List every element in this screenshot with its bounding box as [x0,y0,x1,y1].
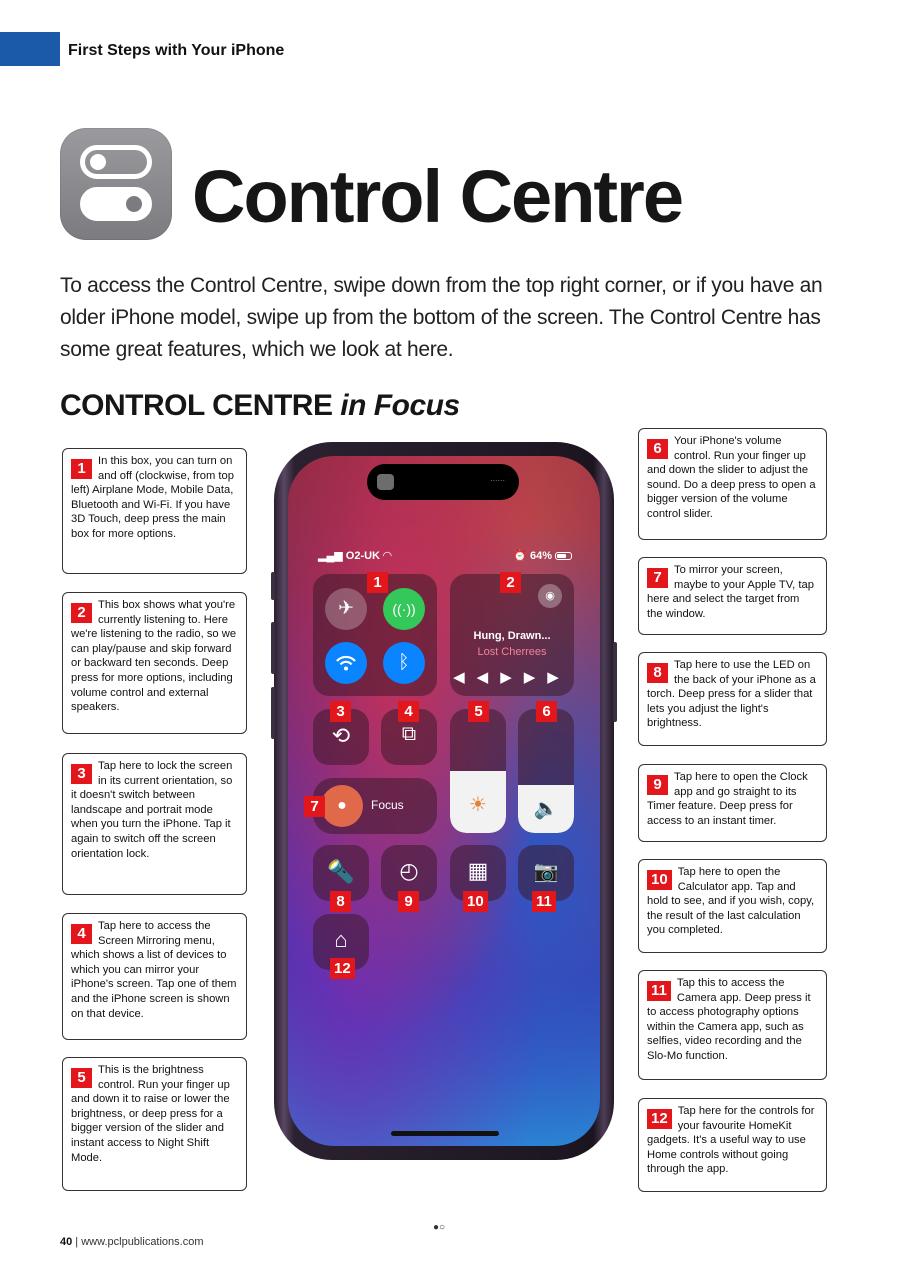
calculator-icon: ▦ [467,858,489,883]
callout-number: 3 [71,764,92,784]
running-header: First Steps with Your iPhone [68,42,285,59]
media-controls [450,668,574,686]
callout-number: 9 [647,775,668,795]
callout-text: Tap here to lock the screen in its current orientation, so it doesn't switch between landscape and portrait mode when you turn the iPhone. Tap it again to switch off the screen orientation lock. [71,760,233,860]
badge-12: 12 [330,958,355,979]
volume-slider[interactable] [518,709,574,833]
page-indicator: ●○ [433,1222,446,1233]
forward-icon[interactable]: ▶▶ [523,669,571,686]
page-title: Control Centre [192,155,682,238]
callout-8 [638,652,827,746]
callout-text: Tap here to use the LED on the back of your iPhone as a torch. Deep press for a slider that lets you adjust the light's brightness. [647,659,816,730]
control-centre-toggle-icon [60,128,172,240]
person-icon: ● [321,785,363,827]
wifi-icon[interactable] [325,642,367,684]
footer-site: www.pclpublications.com [81,1236,204,1248]
callout-text: Tap this to access the Camera app. Deep press it to access photography options within the Camera app, such as selfies, video recording and the Slo-Mo function. [647,977,811,1062]
battery-icon [555,552,572,560]
badge-4: 4 [398,701,419,722]
rewind-icon[interactable]: ◀◀ [453,669,501,686]
callout-2 [62,592,247,734]
badge-6: 6 [536,701,557,722]
island-app-icon [377,474,394,490]
callout-9 [638,764,827,842]
callout-10 [638,859,827,953]
callout-5 [62,1057,247,1191]
callout-text: This box shows what you're currently listening to. Here we're listening to the radio, so we can play/pause and skip forward or backward ten seconds. Deep press for more options, including volume control and external speakers. [71,599,237,714]
badge-11: 11 [532,891,556,912]
page-number: 40 [60,1236,73,1248]
play-icon[interactable]: ▶ [500,669,524,686]
bluetooth-icon[interactable]: ᛒ [383,642,425,684]
callout-number: 1 [71,459,92,479]
airplane-icon[interactable]: ✈ [325,588,367,630]
wifi-status-icon: ◠ [383,550,392,562]
timer-icon: ◴ [399,858,419,883]
brightness-slider[interactable] [450,709,506,833]
callout-4 [62,913,247,1040]
airplay-icon[interactable]: ◉ [538,584,562,608]
status-carrier [318,549,392,562]
intro-paragraph: To access the Control Centre, swipe down from the top right corner, or if you have an older iPhone model, swipe up from the bottom of the screen. The Control Centre has some great features, which we look at here. [60,274,823,361]
carrier-label: O2-UK [345,550,381,562]
badge-10: 10 [463,891,488,912]
callout-number: 6 [647,439,668,459]
badge-9: 9 [398,891,419,912]
media-subtitle: Lost Cherrees [477,646,547,658]
cellular-data-icon[interactable]: ((·)) [383,588,425,630]
sun-icon: ☀ [469,794,487,816]
action-button [271,572,275,600]
callout-3 [62,753,247,895]
callout-number: 8 [647,663,668,683]
callout-text: In this box, you can turn on and off (clockwise, from top left) Airplane Mode, Mobile Data, Bluetooth and Wi-Fi. If you have 3D Touch, deep press the main box for more options. [71,455,234,540]
power-button [613,642,617,722]
callout-text: Tap here for the controls for your favourite HomeKit gadgets. It's a useful way to use Home controls without going through the app. [647,1105,815,1176]
callout-number: 11 [647,981,671,1001]
callout-text: Tap here to access the Screen Mirroring menu, which shows a list of devices to which you can mirror your iPhone's screen. Tap one of them and the iPhone screen is shown on that device. [71,920,237,1020]
page-footer [60,1236,204,1248]
callout-number: 7 [647,568,668,588]
battery-percent: 64% [529,550,552,562]
badge-5: 5 [468,701,489,722]
callout-7 [638,557,827,635]
flashlight-icon: 🔦 [327,859,355,884]
signal-icon: ▂▄▆ [318,550,346,562]
section-color-tab [0,32,60,66]
island-dots: ...... [489,473,505,483]
alarm-icon: ⏰ [513,550,530,562]
badge-3: 3 [330,701,351,722]
callout-number: 12 [647,1109,672,1129]
callout-number: 10 [647,870,672,890]
footer-separator: | [72,1236,82,1248]
callout-number: 5 [71,1068,92,1088]
callout-text: Tap here to open the Calculator app. Tap and hold to see, and if you wish, copy, the result of the last calculation you completed. [647,866,815,937]
home-icon: ⌂ [334,927,348,952]
media-title: Hung, Drawn... [473,630,551,642]
section-heading-emphasis: in Focus [340,389,460,422]
iphone-mockup [274,442,614,1160]
speaker-icon: 🔈 [533,798,559,820]
callout-1 [62,448,247,574]
volume-up-button [271,622,275,674]
callout-6 [638,428,827,540]
callout-number: 4 [71,924,92,944]
focus-button[interactable] [313,778,437,834]
callout-11 [638,970,827,1080]
callout-text: To mirror your screen, maybe to your Apple TV, tap here and select the target from the window. [647,564,814,620]
volume-down-button [271,687,275,739]
badge-8: 8 [330,891,351,912]
badge-2: 2 [500,572,521,593]
control-centre-screen [288,456,600,1146]
badge-1: 1 [367,572,388,593]
callout-text: Tap here to open the Clock app and go straight to its Timer feature. Deep press for access to an instant timer. [647,771,808,827]
home-indicator[interactable] [391,1131,499,1136]
section-heading [60,389,460,423]
rotation-lock-icon: ⟲ [331,723,351,748]
status-battery [513,549,572,562]
focus-label: Focus [371,798,404,812]
screen-mirroring-icon: ⧉ [401,723,417,745]
callout-text: This is the brightness control. Run your finger up and down it to raise or lower the brightness, or deep press for a bigger version of the slider and instant access to Night Shift Mode. [71,1064,230,1164]
section-heading-main: CONTROL CENTRE [60,389,341,422]
badge-7: 7 [304,796,325,817]
callout-12 [638,1098,827,1192]
camera-icon: 📷 [533,861,559,883]
dynamic-island [367,464,519,500]
callout-number: 2 [71,603,92,623]
callout-text: Your iPhone's volume control. Run your finger up and down the slider to adjust the sound. Do a deep press to open a bigger version of the volume control slider. [647,435,816,520]
